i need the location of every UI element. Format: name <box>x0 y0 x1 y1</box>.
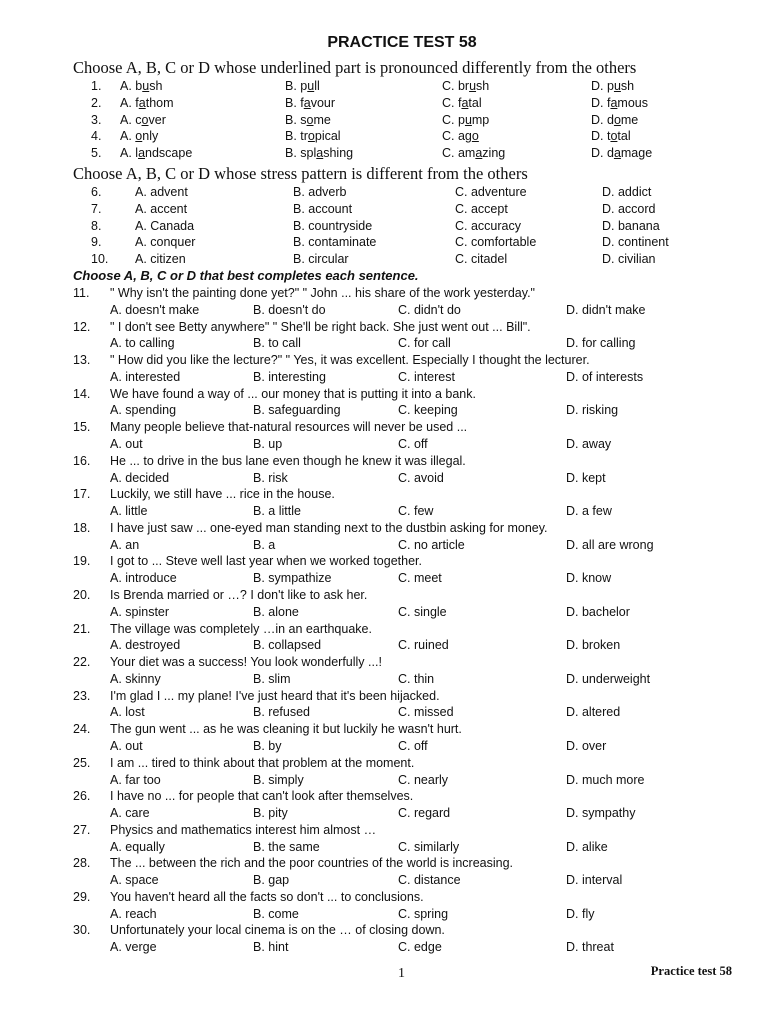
option-text-part: tal <box>617 129 631 144</box>
answer-option[interactable]: B. circular <box>293 252 349 267</box>
answer-option[interactable]: D. sympathy <box>566 806 636 821</box>
option-text-part: C. f <box>442 95 462 110</box>
answer-option[interactable]: B. to call <box>253 336 301 351</box>
answer-option[interactable]: C. regard <box>398 806 451 821</box>
question-number: 13. <box>73 353 91 368</box>
answer-option[interactable]: A. equally <box>110 839 165 854</box>
answer-option[interactable]: D. altered <box>566 705 621 720</box>
answer-option[interactable]: D. know <box>566 571 612 586</box>
question-number: 8. <box>91 218 102 233</box>
option-text-part: D. d <box>591 112 614 127</box>
answer-option[interactable]: D. banana <box>602 218 660 233</box>
option-underlined-part: o <box>613 112 621 127</box>
question-number: 26. <box>73 789 91 804</box>
option-underlined-part: a <box>475 146 483 161</box>
section-1-heading: Choose A, B, C or D whose underlined part is pronounced differently from the others <box>73 58 637 77</box>
question-number: 23. <box>73 688 91 703</box>
answer-option[interactable]: A. space <box>110 873 159 888</box>
question-number: 18. <box>73 520 91 535</box>
option-text-part: B. p <box>285 79 308 93</box>
option-underlined-part: a <box>316 146 324 161</box>
answer-option[interactable]: C. single <box>398 604 447 619</box>
answer-option[interactable]: A. skinny <box>110 671 161 686</box>
question-text: Is Brenda married or …? I don't like to ask her. <box>110 587 368 602</box>
answer-option[interactable]: B. sympathize <box>253 571 332 586</box>
option-text-part: vour <box>310 95 336 110</box>
question-number: 25. <box>73 755 91 770</box>
option-text-part: pical <box>314 129 341 144</box>
option-text-part: B. f <box>285 95 304 110</box>
question-number: 29. <box>73 889 91 904</box>
answer-option[interactable] <box>120 113 166 127</box>
answer-option[interactable] <box>285 146 353 160</box>
answer-option[interactable]: C. distance <box>398 873 461 888</box>
answer-option[interactable] <box>591 113 638 127</box>
option-underlined-part: a <box>461 95 469 110</box>
answer-option[interactable]: D. underweight <box>566 671 651 686</box>
question-number: 4. <box>91 129 102 144</box>
answer-option[interactable]: D. fly <box>566 906 595 921</box>
question-text: " How did you like the lecture?" " Yes, it was excellent. Especially I thought the lecturer. <box>110 353 590 368</box>
answer-option[interactable]: C. adventure <box>455 185 527 199</box>
answer-option[interactable]: A. out <box>110 738 143 753</box>
answer-option[interactable]: C. ruined <box>398 638 449 653</box>
question-text: Physics and mathematics interest him almost … <box>110 822 377 837</box>
answer-option[interactable]: A. verge <box>110 940 157 955</box>
option-text-part: mp <box>471 112 490 127</box>
answer-option[interactable]: C. no article <box>398 537 465 552</box>
answer-option[interactable]: C. similarly <box>398 839 460 854</box>
option-underlined-part: u <box>613 79 621 93</box>
option-underlined-part: a <box>138 146 146 161</box>
option-underlined-part: a <box>303 95 311 110</box>
option-text-part: C. am <box>442 146 476 161</box>
answer-option[interactable]: C. accept <box>455 201 508 216</box>
question-text: I have just saw ... one-eyed man standing next to the dustbin asking for money. <box>110 520 548 535</box>
answer-option[interactable]: C. nearly <box>398 772 449 787</box>
option-text-part: A. c <box>120 112 142 127</box>
option-text-part: D. p <box>591 79 614 93</box>
answer-option[interactable]: B. a <box>253 537 276 552</box>
answer-option[interactable]: A. accent <box>135 201 188 216</box>
answer-option[interactable]: D. addict <box>602 185 652 199</box>
answer-option[interactable]: B. a little <box>253 504 301 519</box>
option-underlined-part: o <box>141 112 149 127</box>
question-text: Many people believe that-natural resources will never be used ... <box>110 420 468 435</box>
option-text-part: mous <box>617 95 648 110</box>
question-number: 21. <box>73 621 91 636</box>
option-text-part: A. f <box>120 95 139 110</box>
answer-option[interactable]: B. doesn't do <box>253 302 326 317</box>
section-3-heading: Choose A, B, C or D that best completes each sentence. <box>73 268 419 283</box>
answer-option[interactable]: A. destroyed <box>110 638 181 653</box>
option-underlined-part: o <box>306 112 314 127</box>
option-text-part: tal <box>468 95 482 110</box>
option-underlined-part: u <box>142 79 150 93</box>
answer-option[interactable]: B. alone <box>253 604 299 619</box>
question-number: 28. <box>73 856 91 871</box>
answer-option[interactable]: D. risking <box>566 403 619 418</box>
option-underlined-part: u <box>464 112 472 127</box>
answer-option[interactable]: D. continent <box>602 235 669 250</box>
question-number: 19. <box>73 554 91 569</box>
answer-option[interactable]: D. away <box>566 437 612 451</box>
option-underlined-part: a <box>613 146 621 161</box>
answer-option[interactable]: C. thin <box>398 671 435 686</box>
question-text: " I don't see Betty anywhere" " She'll be right back. She just went out ... Bill". <box>110 319 531 334</box>
option-text-part: thom <box>145 95 174 110</box>
answer-option[interactable]: D. over <box>566 738 607 753</box>
answer-option[interactable]: A. an <box>110 537 140 552</box>
answer-option[interactable]: D. of interests <box>566 369 644 384</box>
option-text-part: sh <box>476 79 490 93</box>
answer-option[interactable]: C. keeping <box>398 403 458 418</box>
option-text-part: ver <box>148 112 166 127</box>
option-text-part: C. p <box>442 112 465 127</box>
answer-option[interactable]: C. didn't do <box>398 302 461 317</box>
question-number: 2. <box>91 95 102 110</box>
option-text-part: shing <box>323 146 354 161</box>
question-text: Luckily, we still have ... rice in the house. <box>110 487 335 502</box>
answer-option[interactable]: B. by <box>253 738 282 753</box>
footer-label: Practice test 58 <box>650 964 732 978</box>
answer-option[interactable] <box>442 79 489 93</box>
answer-option[interactable]: C. accuracy <box>455 218 521 233</box>
answer-option[interactable]: B. collapsed <box>253 638 322 653</box>
answer-option[interactable]: A. decided <box>110 470 170 485</box>
answer-option[interactable]: C. avoid <box>398 470 444 485</box>
answer-option[interactable]: B. interesting <box>253 369 326 384</box>
option-text-part: zing <box>482 146 506 161</box>
option-text-part: D. f <box>591 95 611 110</box>
answer-option[interactable]: D. broken <box>566 638 621 653</box>
question-number: 16. <box>73 453 91 468</box>
option-text-part: mage <box>620 146 653 161</box>
question-text: I got to ... Steve well last year when we worked together. <box>110 554 422 569</box>
answer-option[interactable]: A. citizen <box>135 252 186 267</box>
answer-option[interactable] <box>120 129 158 143</box>
answer-option[interactable]: D. bachelor <box>566 604 630 619</box>
answer-option[interactable] <box>285 113 331 127</box>
question-number: 22. <box>73 655 91 670</box>
answer-option[interactable]: B. pity <box>253 806 288 821</box>
answer-option[interactable]: A. spinster <box>110 604 170 619</box>
question-text: We have found a way of ... our money that is putting it into a bank. <box>110 386 476 401</box>
question-number: 20. <box>73 587 91 602</box>
answer-option[interactable]: D. all are wrong <box>566 537 654 552</box>
option-text-part: sh <box>149 79 163 93</box>
question-text: Unfortunately your local cinema is on the … of closing down. <box>110 923 445 938</box>
answer-option[interactable]: D. a few <box>566 504 612 519</box>
option-underlined-part: o <box>471 129 479 144</box>
question-text: He ... to drive in the bus lane even though he knew it was illegal. <box>110 453 466 468</box>
answer-option[interactable]: C. missed <box>398 705 454 720</box>
answer-option[interactable]: A. care <box>110 806 150 821</box>
answer-option[interactable]: C. off <box>398 437 428 451</box>
question-text: " Why isn't the painting done yet?" " John ... his share of the work yesterday." <box>110 286 535 300</box>
question-number: 27. <box>73 822 91 837</box>
answer-option[interactable]: D. civilian <box>602 252 656 267</box>
answer-option[interactable] <box>285 96 335 110</box>
question-number: 12. <box>73 319 91 334</box>
option-underlined-part: o <box>610 129 618 144</box>
question-number: 14. <box>73 386 91 401</box>
question-text: I have no ... for people that can't look after themselves. <box>110 789 414 804</box>
question-text: You haven't heard all the facts so don't ... to conclusions. <box>110 889 424 904</box>
question-text: The village was completely …in an earthquake. <box>110 621 372 636</box>
answer-option[interactable]: A. conquer <box>135 235 196 250</box>
answer-option[interactable]: B. gap <box>253 873 290 888</box>
option-text-part: me <box>313 112 331 127</box>
answer-option[interactable]: A. introduce <box>110 571 177 586</box>
question-number: 5. <box>91 146 102 161</box>
answer-option[interactable] <box>120 79 162 93</box>
option-text-part: A. b <box>120 79 143 93</box>
answer-option[interactable]: B. safeguarding <box>253 403 341 418</box>
question-number: 1. <box>91 79 102 93</box>
answer-option[interactable]: A. to calling <box>110 336 175 351</box>
option-underlined-part: o <box>135 129 143 144</box>
question-text: The ... between the rich and the poor countries of the world is increasing. <box>110 856 514 871</box>
answer-option[interactable]: A. advent <box>135 185 188 199</box>
option-underlined-part: a <box>138 95 146 110</box>
option-text-part: ll <box>314 79 320 93</box>
answer-option[interactable]: B. countryside <box>293 218 373 233</box>
answer-option[interactable]: B. adverb <box>293 185 347 199</box>
answer-option[interactable]: D. kept <box>566 470 606 485</box>
answer-option[interactable]: A. reach <box>110 906 157 921</box>
answer-option[interactable]: C. meet <box>398 571 442 586</box>
answer-option[interactable] <box>120 146 192 160</box>
answer-option[interactable]: B. come <box>253 906 299 921</box>
option-text-part: C. br <box>442 79 470 93</box>
answer-option[interactable] <box>120 96 174 110</box>
answer-option[interactable]: D. for calling <box>566 336 636 351</box>
answer-option[interactable]: C. spring <box>398 906 449 921</box>
answer-option[interactable]: C. off <box>398 738 428 753</box>
answer-option[interactable]: C. edge <box>398 940 442 955</box>
question-number: 9. <box>91 235 102 250</box>
answer-option[interactable] <box>442 146 505 160</box>
answer-option[interactable]: B. refused <box>253 705 310 720</box>
section-2-heading: Choose A, B, C or D whose stress pattern is different from the others <box>73 164 528 183</box>
answer-option[interactable]: A. Canada <box>135 218 195 233</box>
answer-option[interactable]: B. contaminate <box>293 235 377 250</box>
answer-option[interactable]: B. account <box>293 201 353 216</box>
answer-option[interactable] <box>442 113 489 127</box>
answer-option[interactable]: A. lost <box>110 705 145 720</box>
option-text-part: B. tr <box>285 129 308 144</box>
option-text-part: A. <box>120 129 136 144</box>
answer-option[interactable]: B. hint <box>253 940 289 955</box>
option-underlined-part: a <box>610 95 618 110</box>
answer-option[interactable]: D. alike <box>566 839 608 854</box>
option-text-part: B. s <box>285 112 307 127</box>
page-number: 1 <box>398 966 405 981</box>
answer-option[interactable] <box>591 129 631 143</box>
answer-option[interactable] <box>442 96 482 110</box>
answer-option[interactable]: A. little <box>110 504 148 519</box>
question-number: 11. <box>73 286 90 300</box>
answer-option[interactable] <box>285 79 320 93</box>
question-number: 7. <box>91 201 102 216</box>
answer-option[interactable]: D. didn't make <box>566 302 646 317</box>
answer-option[interactable] <box>591 79 634 93</box>
option-text-part: sh <box>620 79 635 93</box>
option-text-part: me <box>620 112 639 127</box>
answer-option[interactable]: A. doesn't make <box>110 302 200 317</box>
question-text: Your diet was a success! You look wonderfully ...! <box>110 655 382 670</box>
question-number: 24. <box>73 722 91 737</box>
question-number: 10. <box>91 252 109 267</box>
answer-option[interactable] <box>285 129 341 143</box>
option-text-part: B. spl <box>285 146 317 161</box>
answer-option[interactable]: D. interval <box>566 873 623 888</box>
page-title: PRACTICE TEST 58 <box>327 34 477 51</box>
answer-option[interactable]: A. spending <box>110 403 177 418</box>
option-text-part: A. l <box>120 146 139 161</box>
answer-option[interactable]: B. up <box>253 437 283 451</box>
answer-option[interactable]: B. simply <box>253 772 304 787</box>
option-underlined-part: o <box>307 129 315 144</box>
option-text-part: nly <box>142 129 159 144</box>
question-number: 15. <box>73 420 91 435</box>
answer-option[interactable] <box>442 129 479 143</box>
option-text-part: C. ag <box>442 129 472 144</box>
answer-option[interactable]: C. few <box>398 504 434 519</box>
answer-option[interactable]: C. interest <box>398 369 455 384</box>
option-text-part: D. d <box>591 146 614 161</box>
answer-option[interactable]: A. far too <box>110 772 161 787</box>
answer-option[interactable]: C. citadel <box>455 252 508 267</box>
option-text-part: ndscape <box>145 146 193 161</box>
answer-option[interactable]: D. threat <box>566 940 614 955</box>
question-number: 6. <box>91 185 102 199</box>
question-number: 17. <box>73 487 91 502</box>
option-underlined-part: u <box>469 79 477 93</box>
question-number: 3. <box>91 112 102 127</box>
answer-option[interactable]: A. out <box>110 437 143 451</box>
question-number: 30. <box>73 923 91 938</box>
answer-option[interactable]: A. interested <box>110 369 181 384</box>
answer-option[interactable]: B. risk <box>253 470 288 485</box>
answer-option[interactable]: C. comfortable <box>455 235 537 250</box>
answer-option[interactable]: C. for call <box>398 336 451 351</box>
option-text-part: D. t <box>591 129 611 144</box>
option-underlined-part: u <box>307 79 315 93</box>
question-text: I'm glad I ... my plane! I've just heard that it's been hijacked. <box>110 688 440 703</box>
question-text: I am ... tired to think about that problem at the moment. <box>110 755 415 770</box>
answer-option[interactable]: B. slim <box>253 671 291 686</box>
answer-option[interactable] <box>591 96 648 110</box>
answer-option[interactable]: B. the same <box>253 839 320 854</box>
question-text: The gun went ... as he was cleaning it but luckily he wasn't hurt. <box>110 722 462 737</box>
answer-option[interactable]: D. accord <box>602 201 656 216</box>
answer-option[interactable] <box>591 146 652 160</box>
answer-option[interactable]: D. much more <box>566 772 645 787</box>
